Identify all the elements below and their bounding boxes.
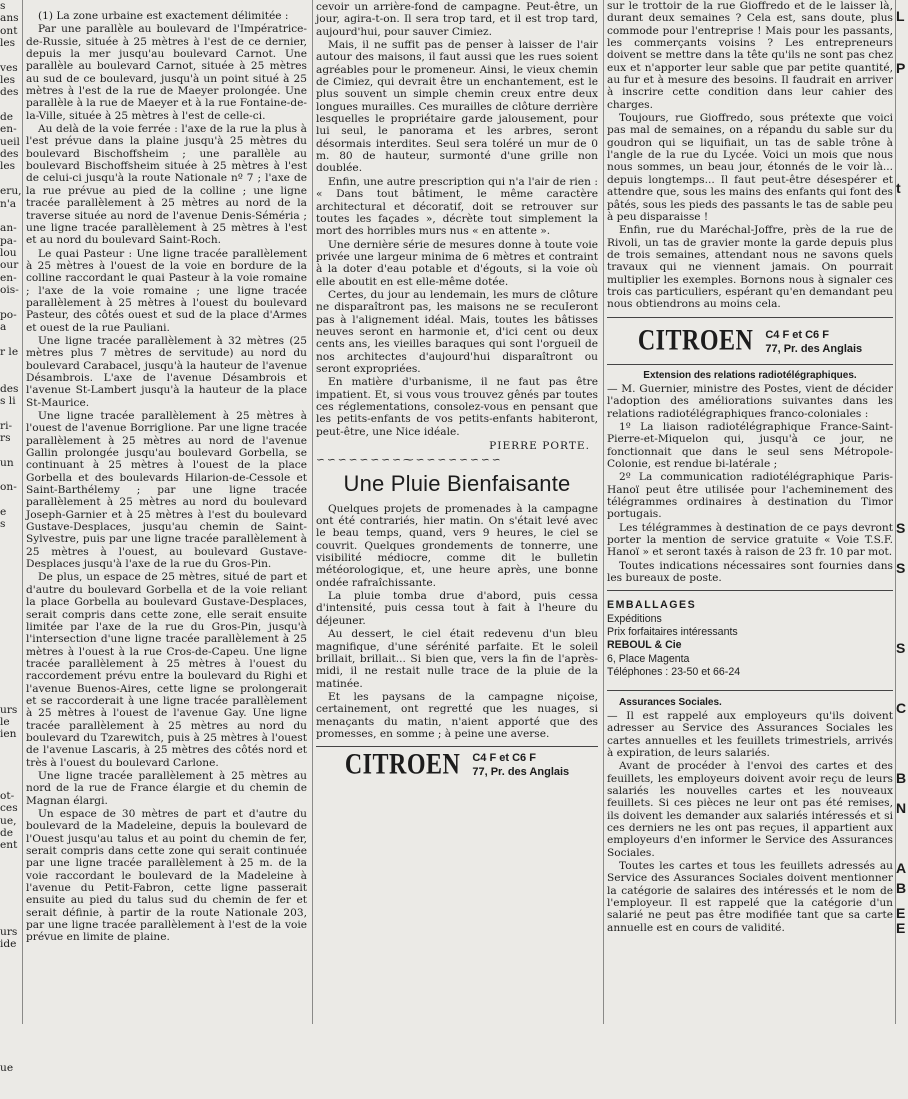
ad-emballages-top-rule bbox=[607, 590, 893, 591]
headline-pluie: Une Pluie Bienfaisante bbox=[343, 470, 571, 496]
left-edge-fragment: ves bbox=[0, 61, 18, 74]
right-edge-fragment: B bbox=[896, 880, 907, 896]
left-edge-fragment bbox=[0, 852, 20, 864]
left-edge-fragment bbox=[0, 444, 20, 456]
ad-emballages bbox=[607, 595, 893, 685]
left-edge-fragment bbox=[0, 889, 20, 901]
paragraph: Le quai Pasteur : Une ligne tracée parallèlement à 25 mètres à l'ouest de la voie en bordure de la colline raccordant le quai Pasteur à la voie romaine ; l'axe de la voie romaine ; une ligne tracée parallèlement à 25 mètres à l'ouest du boulevard Pasteur, des côtés ouest et sud de la place d'Armes et ouest de la rue Pauliani. bbox=[26, 247, 307, 334]
ad-citroen-models-top: C4 F et C6 F bbox=[765, 328, 829, 341]
left-edge-fragment: lou bbox=[0, 246, 17, 259]
ad-citroen-brand: CITROEN bbox=[344, 748, 461, 781]
left-edge-fragment bbox=[0, 654, 20, 666]
left-edge-fragment: n'a bbox=[0, 197, 17, 210]
right-edge-fragment: E bbox=[896, 920, 906, 936]
left-edge-fragment: s li bbox=[0, 395, 16, 407]
paragraph: Un espace de 30 mètres de part et d'autre du boulevard de la Madeleine, depuis la boulevard de l'Ouest jusqu'au talus et au point du chemin de fer, serait compris dans cette zone qui serait continuée par une ligne tracée parallèlement à 25 m. de la voie raccordant le boulevard de la Madeleine à l'avenue du Petit-Fabron, cette ligne passerait ensuite au pied du talus sud du chemin de fer et serait définie, à partir de la route Nationale 203, par une ligne tracée parallèlement à l'est de la voie prévue en limite de plaine. bbox=[26, 808, 307, 944]
left-edge-fragment: s bbox=[0, 0, 6, 12]
left-edge-fragment: e bbox=[0, 506, 7, 519]
left-edge-fragment bbox=[0, 617, 20, 629]
left-edge-fragment: rs bbox=[0, 432, 11, 445]
left-edge-fragment: les bbox=[0, 37, 16, 50]
left-edge-fragment bbox=[0, 741, 20, 753]
left-edge-fragment: des bbox=[0, 382, 19, 395]
left-edge-fragment: les bbox=[0, 160, 16, 173]
left-edge-fragment bbox=[0, 407, 20, 419]
left-edge-fragment bbox=[0, 753, 20, 765]
paragraph: Quelques projets de promenades à la campagne ont été contrariés, hier matin. On s'était levé avec le beau temps, quand, vers 9 heures, le ciel se couvrit. Quelques grondements de tonnerre, une visibilité médiocre, comme dit le bulletin météorologique, et, une heure après, une bonne ondée rafraîchissante. bbox=[316, 502, 598, 589]
right-edge-fragment: t bbox=[896, 180, 901, 196]
column-local-news bbox=[607, 0, 893, 1024]
left-edge-fragment: ueil bbox=[0, 135, 20, 148]
right-edge-fragment: S bbox=[896, 560, 906, 576]
column-urbanisme bbox=[316, 0, 598, 1025]
left-edge-fragment: an- bbox=[0, 222, 17, 235]
paragraph: (1) La zone urbaine est exactement délimitée : bbox=[38, 10, 289, 22]
left-edge-fragment bbox=[0, 691, 20, 703]
left-edge-fragment bbox=[0, 667, 20, 679]
left-edge-fragment bbox=[0, 963, 20, 975]
paragraph: Enfin, une autre prescription qui n'a l'air de rien : « Dans tout bâtiment, le même caractère architectural et décoratif, doit se retrouver sur toutes les façades », décrète tout simplement la mort des horribles murs nus « en attente ». bbox=[316, 175, 598, 238]
left-edge-fragment bbox=[0, 988, 20, 1000]
left-edge-fragment bbox=[0, 469, 20, 481]
ad-separator-mid bbox=[607, 364, 893, 365]
left-edge-fragment bbox=[0, 494, 20, 506]
paragraph: Une ligne tracée parallèlement à 32 mètres (25 mètres plus 7 mètres de servitude) au nord du boulevard Carabacel, jusqu'à la hauteur de l'avenue Désambrois. L'axe de l'avenue Désambrois et l'avenue St-Lambert jusqu'à la hauteur de la place St-Maurice. bbox=[26, 334, 307, 409]
paragraph: Mais, il ne suffit pas de penser à laisser de l'air autour des maisons, il faut aussi que les rues soient agréables pour le promeneur. Ainsi, le vieux chemin de Cimiez, qui devrait être un enchantement, est le plus souvent un simple chemin creux entre deux longues murailles. Ces murailles de clôture derrière lesquelles le propriétaire garde jalousement, pour lui seul, le panorama et les arbres, seront désormais interdites. Seul sera toléré un mur de 0 m. 80 de hauteur, surmonté d'une grille non doublée. bbox=[316, 39, 598, 175]
left-edge-fragment: ot- bbox=[0, 790, 15, 802]
paragraph: Une ligne tracée parallèlement à 25 mètres au nord de la rue de France élargie et du chemin de Magnan élargi. bbox=[26, 769, 307, 807]
left-edge-fragment bbox=[0, 1086, 20, 1098]
left-edge-fragment: ri- bbox=[0, 419, 13, 432]
ad-emballages-bottom-rule bbox=[607, 690, 893, 691]
paragraph: — Il est rappelé aux employeurs qu'ils doivent adresser au Service des Assurances Sociales les cartes annuelles et les feuillets trimestriels, arrivés à expiration, de leurs salariés. bbox=[607, 709, 893, 759]
column-rule-1 bbox=[22, 0, 23, 1024]
paragraph: De plus, un espace de 25 mètres, situé de part et d'autre du boulevard Gorbella et de la voie reliant la place Gorbella au boulevard Gustave-Desplaces, serait compris dans cette zone, elle serait ensuite limitée par l'axe de la rue du Gros-Pin, jusqu'à l'intersection d'une ligne tracée parallèlement à 25 mètres à l'ouest à la rue Cros-de-Capeu. Une ligne tracée parallèlement à 25 mètres à l'ouest du raccordement prévu entre la boulevard du Righi et l'avenue Buenos-Aires, cette ligne se prolongerait et se raccorderait à une ligne tracée parallèlement à 25 mètres à l'ouest de l'avenue Gay. Une ligne tracée parallèlement à 25 mètres au nord du boulevard du Tzarewitch, puis à 25 mètres à l'ouest de l'avenue Lascaris, à 25 mètres des côtés nord et très à l'ouest du boulevard Carlone. bbox=[26, 571, 307, 769]
ad-citroen-top bbox=[607, 324, 893, 358]
left-edge-fragment bbox=[0, 568, 20, 580]
radio-title: Extension des relations radiotélégraphiques. bbox=[643, 369, 857, 381]
left-edge-fragment: en- bbox=[0, 271, 17, 284]
ad-emballages-firm: REBOUL & Cie bbox=[607, 639, 682, 652]
paragraph: Certes, du jour au lendemain, les murs de clôture ne disparaîtront pas, les maisons ne se recuIeront pas à l'alignement idéal. Mais, toutes les bâtisses neuves seront en harmonie et, d'ici cent ou deux cents ans, les vieilles baraques qui sont l'orgueil de nos architectes d'aujourd'hui disparaîtront ou seront expropriées. bbox=[316, 288, 598, 375]
ad-emballages-address: 6, Place Magenta bbox=[607, 652, 690, 665]
left-edge-fragment bbox=[0, 876, 20, 888]
ad-citroen-address: 77, Pr. des Anglais bbox=[472, 766, 570, 779]
left-edge-fragment: our bbox=[0, 259, 19, 272]
paragraph: La pluie tomba drue d'abord, puis cessa d'intensité, puis cessa tout à fait à l'heure du déjeuner. bbox=[316, 590, 598, 627]
ad-citroen-address-top: 77, Pr. des Anglais bbox=[765, 342, 863, 355]
left-edge-fragment bbox=[0, 593, 20, 605]
left-edge-fragment: on- bbox=[0, 481, 17, 494]
paragraph: Avant de procéder à l'envoi des cartes et des feuillets, les employeurs doivent avoir reçu de leurs salariés les nouvelles cartes et les nouveaux feuillets. Si ces pièces ne leur ont pas été remises, ils doivent les demander aux salariés intéressés et si ces derniers ne les ont pas reçues, il appartient aux employeurs d'en informer le Service des Assurances Sociales. bbox=[607, 760, 893, 859]
paragraph: cevoir un arrière-fond de campagne. Peut-être, un jour, agira-t-on. Il sera trop tard, et il est trop tard, aujourd'hui, pour sauver Cimiez. bbox=[316, 1, 598, 38]
right-edge-fragment: P bbox=[896, 60, 906, 76]
left-edge-fragment: des bbox=[0, 148, 19, 161]
left-edge-fragment: ans bbox=[0, 12, 19, 25]
left-edge-fragment bbox=[0, 543, 20, 555]
left-edge-fragment bbox=[0, 1074, 20, 1086]
paragraph: Au dessert, le ciel était redevenu d'un bleu magnifique, d'une sérénité parfaite. Et le soleil brillait, brillait... Si bien que, vers la fin de l'après-midi, il ne restait nulle trace de la pluie de la matinée. bbox=[316, 628, 598, 690]
headline-ornament: ∽∽∽∽∽∽∽∽⁓∽∽∽∽∽∽∽∽ bbox=[316, 454, 503, 467]
left-edge-fragment: a bbox=[0, 320, 7, 333]
paragraph: Une ligne tracée parallèlement à 25 mètres à l'ouest de l'avenue Borriglione. Par une ligne tracée parallèlement à 25 mètres au nord de l'avenue Gallin prolongée jusqu'au boulevard Gorbella, se continuant à 25 mètres à l'ouest de la place Gorbella et des boulevards Hilarion-de-Cessole et Saint-Barthélemy ; par une ligne tracée parallèlement à 25 mètres au nord du boulevard Joseph-Garnier et à 25 mètres à l'est du boulevard Gustave-Desplaces, jusqu'au chemin de Saint-Sylvestre, puis par une ligne tracée parallèlement à 25 mètres à l'ouest, au boulevard Gustave-Desplaces jusqu'à l'axe de la rue du Gros-Pin. bbox=[26, 410, 307, 571]
left-edge-fragment: ces bbox=[0, 802, 18, 815]
right-edge-fragments bbox=[896, 0, 908, 1024]
left-edge-fragment bbox=[0, 864, 20, 876]
paragraph: Au delà de la voie ferrée : l'axe de la rue la plus à l'est prévue dans la plaine jusqu'à 25 mètres du boulevard Bischoffsheim ; une parallèle au boulevard Bischoffsheim située à 25 mètres à l'est de celui-ci jusqu'à la route Nationale nº 7 ; l'axe de la rue prévue au pied de la colline ; une ligne tracée parallèlement à 25 mètres au nord de la traverse située au nord de l'avenue Denis-Séméria ; une ligne tracée parallèlement à 25 mètres à l'est et au nord du boulevard Saint-Roch. bbox=[26, 123, 307, 247]
column-rule-3 bbox=[603, 0, 604, 1024]
left-edge-fragment bbox=[0, 913, 20, 925]
left-edge-fragment bbox=[0, 679, 20, 691]
right-edge-fragment: B bbox=[896, 770, 907, 786]
left-edge-fragment bbox=[0, 555, 20, 567]
left-edge-fragment bbox=[0, 1037, 20, 1049]
left-edge-fragment: ois- bbox=[0, 283, 19, 296]
left-edge-fragment bbox=[0, 49, 20, 61]
column-rule-2 bbox=[312, 0, 313, 1024]
left-edge-fragment: ent bbox=[0, 839, 18, 852]
left-edge-fragment bbox=[0, 580, 20, 592]
left-edge-fragment: des bbox=[0, 86, 19, 99]
left-edge-fragment bbox=[0, 173, 20, 185]
left-edge-fragment bbox=[0, 1012, 20, 1024]
paragraph: En matière d'urbanisme, il ne faut pas être impatient. Et, si vous vous trouvez gênés par toutes ces réglementations, consolez-vous en pensant que les petits-enfants de vos petits-enfants habiteront, peut-être, une Nice idéale. bbox=[316, 376, 598, 438]
left-edge-fragment: po- bbox=[0, 308, 17, 321]
left-edge-fragment: s bbox=[0, 518, 6, 531]
paragraph: — M. Guernier, ministre des Postes, vient de décider l'adoption des améliorations suivantes dans les relations radiotélégraphiques franco-coloniales : bbox=[607, 382, 893, 420]
ad-citroen-bottom bbox=[316, 748, 598, 781]
ad-emballages-phone: Téléphones : 23-50 et 66-24 bbox=[607, 666, 741, 679]
left-edge-fragments bbox=[0, 0, 22, 1074]
left-edge-fragment: de bbox=[0, 827, 14, 840]
paragraph: Enfin, rue du Maréchal-Joffre, près de la rue de Rivoli, un tas de gravier monte la garde depuis plus de trois semaines, attendant nous ne savons quels travaux qui ne viennent jamais. On pourrait multiplier les exemples. Bornons nous à signaler ces trois cas particuliers, espérant qu'en demandant peu nous obtiendrons au moins cela. bbox=[607, 224, 893, 311]
right-edge-fragment: A bbox=[896, 860, 907, 876]
paragraph: Toutes les cartes et tous les feuillets adressés au Service des Assurances Sociales doivent mentionner la catégorie de salaires des intéressés et le nom de l'employeur. Il est rappelé que la catégorie d'un salarié ne peut pas être modifiée tant que sa carte annuelle est en cours de validité. bbox=[607, 859, 893, 934]
right-edge-fragment: L bbox=[896, 8, 905, 24]
left-edge-fragment: les bbox=[0, 74, 16, 87]
paragraph: Les télégrammes à destination de ce pays devront porter la mention de service gratuite « Voie T.S.F. Hanoï » et seront taxés à raison de 23 fr. 10 par mot. bbox=[607, 521, 893, 559]
left-edge-fragment bbox=[0, 1049, 20, 1061]
left-edge-fragment: urs bbox=[0, 703, 18, 716]
left-edge-fragment bbox=[0, 296, 20, 308]
paragraph: 1º La liaison radiotélégraphique France-Saint-Pierre-et-Miquelon qui, jusqu'à ce jour, ne fonctionnait que dans le seul sens Métropole-Colonie, est rendue bi-latérale ; bbox=[607, 420, 893, 470]
left-edge-fragment: un bbox=[0, 456, 14, 469]
left-edge-fragment bbox=[0, 630, 20, 642]
paragraph: Toutes indications nécessaires sont fournies dans les bureaux de poste. bbox=[607, 559, 893, 585]
left-edge-fragment bbox=[0, 778, 20, 790]
left-edge-fragment: ue, bbox=[0, 814, 17, 827]
ad-citroen-models: C4 F et C6 F bbox=[472, 752, 536, 765]
left-edge-fragment bbox=[0, 765, 20, 777]
left-edge-fragment bbox=[0, 1000, 20, 1012]
ad-emballages-line2: Prix forfaitaires intéressants bbox=[607, 626, 738, 639]
paragraph: Et les paysans de la campagne niçoise, certainement, ont regretté que les nuages, si menaçants du matin, n'aient apporté que des promesses, en somme ; à peine une averse. bbox=[316, 690, 598, 740]
right-edge-fragment: S bbox=[896, 640, 906, 656]
paragraph: Par une parallèle au boulevard de l'Impératrice-de-Russie, située à 25 mètres à l'est de ce dernier, depuis la mer jusqu'au boulevard Carnot. Une parallèle au boulevard Carnot, située à 25 mètres au sud de ce boulevard, jusqu'à un point situé à 25 mètres à l'est de la rue de Maeyer prolongée. Une parallèle à la rue de Maeyer et à la rue Fontaine-de-la-Ville, située à 25 mètres à l'est de celle-ci. bbox=[26, 23, 307, 122]
left-edge-fragment: le bbox=[0, 715, 10, 728]
left-edge-fragment: en- bbox=[0, 123, 17, 136]
right-edge-fragment: C bbox=[896, 700, 907, 716]
left-edge-fragment: eru, bbox=[0, 185, 22, 198]
ad-separator-top bbox=[607, 317, 893, 318]
ad-citroen-details bbox=[472, 751, 569, 779]
ad-separator bbox=[316, 746, 598, 747]
left-edge-fragment: urs bbox=[0, 925, 18, 938]
ad-citroen-brand-top: CITROEN bbox=[637, 324, 754, 358]
right-edge-fragment: E bbox=[896, 905, 906, 921]
left-edge-fragment: ien bbox=[0, 728, 17, 741]
left-edge-fragment bbox=[0, 975, 20, 987]
left-edge-fragment bbox=[0, 370, 20, 382]
left-edge-fragment: ue bbox=[0, 1061, 14, 1074]
left-edge-fragment bbox=[0, 210, 20, 222]
ad-emballages-line1: Expéditions bbox=[607, 612, 662, 625]
ad-citroen-details-top bbox=[765, 328, 862, 356]
left-edge-fragment: r le bbox=[0, 345, 19, 358]
right-edge-fragment: N bbox=[896, 800, 907, 816]
left-edge-fragment: ont bbox=[0, 24, 18, 37]
paragraph: sur le trottoir de la rue Gioffredo et de le laisser là, durant deux semaines ? Cela est, sans doute, plus commode pour l'entreprise ! Mais pour les passants, les commerçants voisins ? Les entrepreneurs doivent se mettre dans la tête qu'ils ne sont pas chez eux et n'apporter leur sable que par petite quantité, au fur et à mesure des besoins. Il faudrait en arriver à inscrire cette condition dans leur cahier des charges. bbox=[607, 0, 893, 111]
column-zone-urbaine bbox=[26, 0, 307, 1034]
left-edge-fragment bbox=[0, 642, 20, 654]
left-edge-fragment bbox=[0, 99, 20, 111]
left-edge-fragment: pa- bbox=[0, 234, 17, 247]
right-edge-fragment: S bbox=[896, 520, 906, 536]
paragraph: Toujours, rue Gioffredo, sous prétexte que voici pas mal de semaines, on a répandu du sable sur du goudron qui se liquifiait, un tas de sable trône à l'angle de la rue du Lycée. Voici un mois que nous nous sommes, un beau jour, étonnés de le voir là... depuis longtemps... Il faut peut-être désespérer et attendre que, sous les mains des enfants qui font des pâtés, sous les pieds des passants le tas de sable peu à peu disparaisse ! bbox=[607, 112, 894, 223]
article-signature: PIERRE PORTE. bbox=[489, 440, 590, 453]
left-edge-fragment bbox=[0, 358, 20, 370]
left-edge-fragment bbox=[0, 950, 20, 962]
left-edge-fragment: ide bbox=[0, 938, 17, 951]
left-edge-fragment bbox=[0, 901, 20, 913]
left-edge-fragment bbox=[0, 531, 20, 543]
paragraph: 2º La communication radiotélégraphique Paris-Hanoï peut être utilisée pour l'acheminement des télégrammes ordinaires à destination du Timor portugais. bbox=[607, 471, 893, 521]
paragraph: Une dernière série de mesures donne à toute voie privée une largeur minima de 6 mètres et contraint à la doter d'eau potable et d'égouts, si la voie où elle aboutit en est elle-même dotée. bbox=[316, 238, 598, 288]
assur-title-line: Assurances Sociales. bbox=[619, 696, 722, 708]
left-edge-fragment bbox=[0, 605, 20, 617]
left-edge-fragment bbox=[0, 333, 20, 345]
left-edge-fragment: de bbox=[0, 111, 14, 124]
ad-emballages-title: EMBALLAGES bbox=[607, 599, 697, 612]
left-edge-fragment bbox=[0, 1025, 20, 1037]
